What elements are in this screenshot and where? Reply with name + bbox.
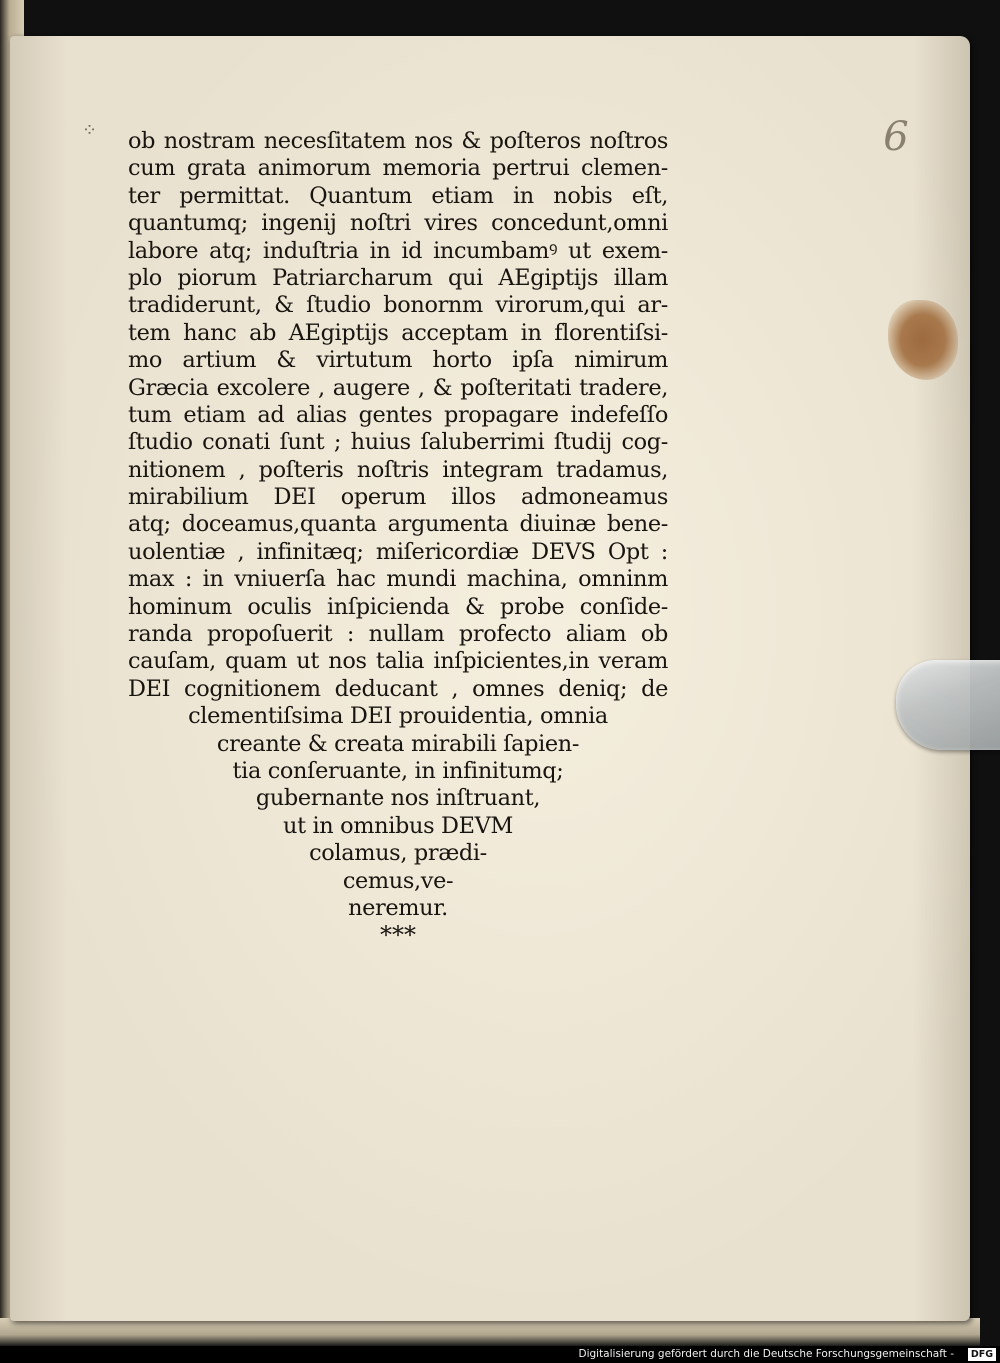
text-line: labore atq; induſtria in id incumbamꝰ ut exem- <box>128 237 668 264</box>
text-line: creante & creata mirabili ſapien- <box>216 730 580 757</box>
paper-stain <box>888 300 958 380</box>
text-line: max : in vniuerſa hac mundi machina, omninm <box>128 566 668 593</box>
page-tab-marker <box>896 660 1000 750</box>
text-line: mirabilium DEI operum illos admoneamus <box>128 484 668 511</box>
text-line: ſtudio conati ſunt ; huius ſaluberrimi ſtudij cog- <box>128 429 668 456</box>
body-text <box>128 128 668 950</box>
text-line: tem hanc ab AEgiptijs acceptam in florentiſsi- <box>128 319 668 346</box>
text-line: tum etiam ad alias gentes propagare indefeſſo <box>128 401 668 428</box>
text-line: Græcia excolere , augere , & poſteritati tradere, <box>128 374 668 401</box>
text-line: tradiderunt, & ſtudio bonornm virorum,qui ar- <box>128 292 668 319</box>
ink-smudge-mark: ⁘ <box>82 120 98 141</box>
text-line: plo piorum Patriarcharum qui AEgiptijs illam <box>128 264 668 291</box>
text-line: clementiſsima DEI prouidentia, omnia <box>188 703 608 730</box>
text-line: quantumq; ingenij noſtri vires concedunt,omni <box>128 210 668 237</box>
dfg-logo: DFG <box>968 1348 996 1361</box>
text-line: randa propoſuerit : nullam profecto aliam ob <box>128 621 668 648</box>
funding-notice: Digitalisierung gefördert durch die Deutsche Forschungsgemeinschaft - <box>578 1348 954 1360</box>
text-line: ter permittat. Quantum etiam in nobis eſt, <box>128 182 668 209</box>
text-line: cauſam, quam ut nos talia inſpicientes,in veram <box>128 648 668 675</box>
underlying-page-edge-bottom <box>0 1318 980 1346</box>
text-line: mo artium & virtutum horto ipſa nimirum <box>128 347 668 374</box>
text-line: colamus, prædi- <box>309 840 487 867</box>
text-line: cemus,ve- <box>342 867 454 894</box>
text-line: hominum oculis inſpicienda & probe conſide- <box>128 593 668 620</box>
text-line: ob nostram necesſitatem nos & poſteros noſtros <box>128 128 668 154</box>
text-line: tia conſeruante, in infinitumq; <box>232 757 564 784</box>
text-line: cum grata animorum memoria pertrui clemen- <box>128 155 668 182</box>
folio-number: 6 <box>883 114 909 160</box>
text-line: ut in omnibus DEVM <box>283 812 513 839</box>
text-line: DEI cognitionem deducant , omnes deniq; de <box>128 675 668 702</box>
text-line: gubernante nos inſtruant, <box>255 785 541 812</box>
digitization-footer <box>0 1346 1000 1363</box>
text-line: nitionem , poſteris noſtris integram tradamus, <box>128 456 668 483</box>
text-line: uolentiæ , infinitæq; miſericordiæ DEVS Opt : <box>128 538 668 565</box>
text-line: atq; doceamus,quanta argumenta diuinæ bene- <box>128 511 668 538</box>
text-line: neremur. <box>348 894 448 921</box>
asterism-ornament: *** <box>380 921 416 950</box>
